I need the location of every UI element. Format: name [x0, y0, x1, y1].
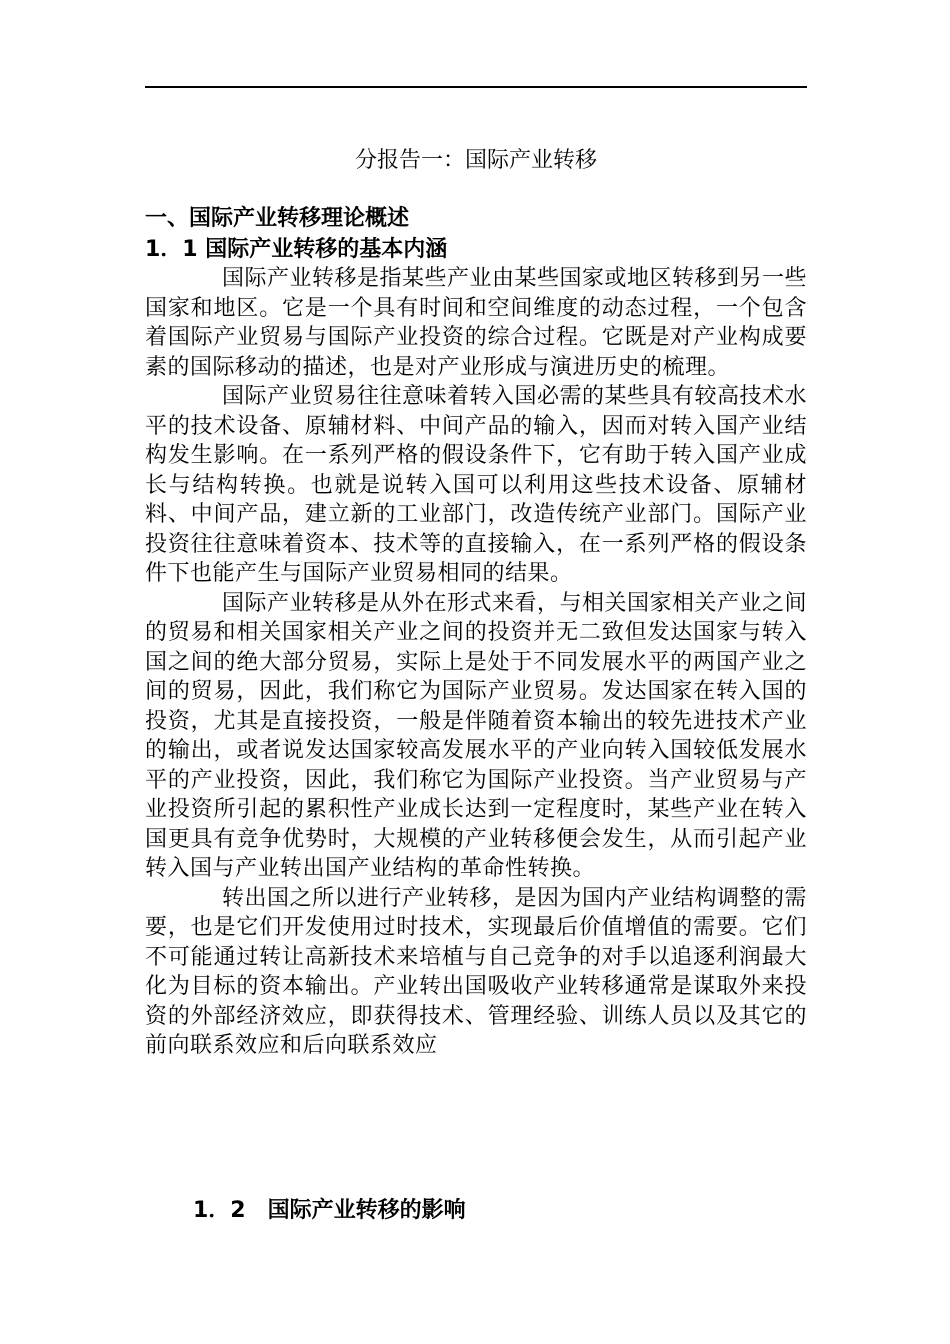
paragraph-1: 国际产业转移是指某些产业由某些国家或地区转移到另一些国家和地区。它是一个具有时间和空间维度的动态过程，一个包含着国际产业贸易与国际产业投资的综合过程。它既是对产业构成要素的国际移动的描述，也是对产业形成与演进历史的梳理。	[145, 266, 808, 380]
paragraph-3: 国际产业转移是从外在形式来看，与相关国家相关产业之间的贸易和相关国家相关产业之间的投资并无二致但发达国家与转入国之间的绝大部分贸易，实际上是处于不同发展水平的两国产业之间的贸易，因此，我们称它为国际产业贸易。发达国家在转入国的投资，尤其是直接投资，一般是伴随着资本输出的较先进技术产业的输出，或者说发达国家较高发展水平的产业向转入国较低发展水平的产业投资，因此，我们称它为国际产业投资。当产业贸易与产业投资所引起的累积性产业成长达到一定程度时，某些产业在转入国更具有竞争优势时，大规模的产业转移便会发生，从而引起产业转入国与产业转出国产业结构的革命性转换。	[145, 590, 808, 881]
report-title: 分报告一：国际产业转移	[354, 148, 597, 173]
paragraph-4: 转出国之所以进行产业转移，是因为国内产业结构调整的需要，也是它们开发使用过时技术，实现最后价值增值的需要。它们不可能通过转让高新技术来培植与自己竞争的对手以追逐利润最大化为目标的资本输出。产业转出国吸收产业转移通常是谋取外来投资的外部经济效应，即获得技术、管理经验、训练人员以及其它的前向联系效应和后向联系效应	[145, 885, 808, 1058]
header-rule	[145, 86, 807, 88]
subsection-heading-1-1: 1．1 国际产业转移的基本内涵	[145, 237, 448, 262]
body-text	[145, 264, 807, 1061]
paragraph-2: 国际产业贸易往往意味着转入国必需的某些具有较高技术水平的技术设备、原辅材料、中间产品的输入，因而对转入国产业结构发生影响。在一系列严格的假设条件下，它有助于转入国产业成长与结构转换。也就是说转入国可以利用这些技术设备、原辅材料、中间产品，建立新的工业部门，改造传统产业部门。国际产业投资往往意味着资本、技术等的直接输入，在一系列严格的假设条件下也能产生与国际产业贸易相同的结果。	[145, 384, 808, 586]
section-heading: 一、国际产业转移理论概述	[145, 206, 410, 231]
subsection-heading-1-2: 1．2 国际产业转移的影响	[193, 1198, 466, 1223]
